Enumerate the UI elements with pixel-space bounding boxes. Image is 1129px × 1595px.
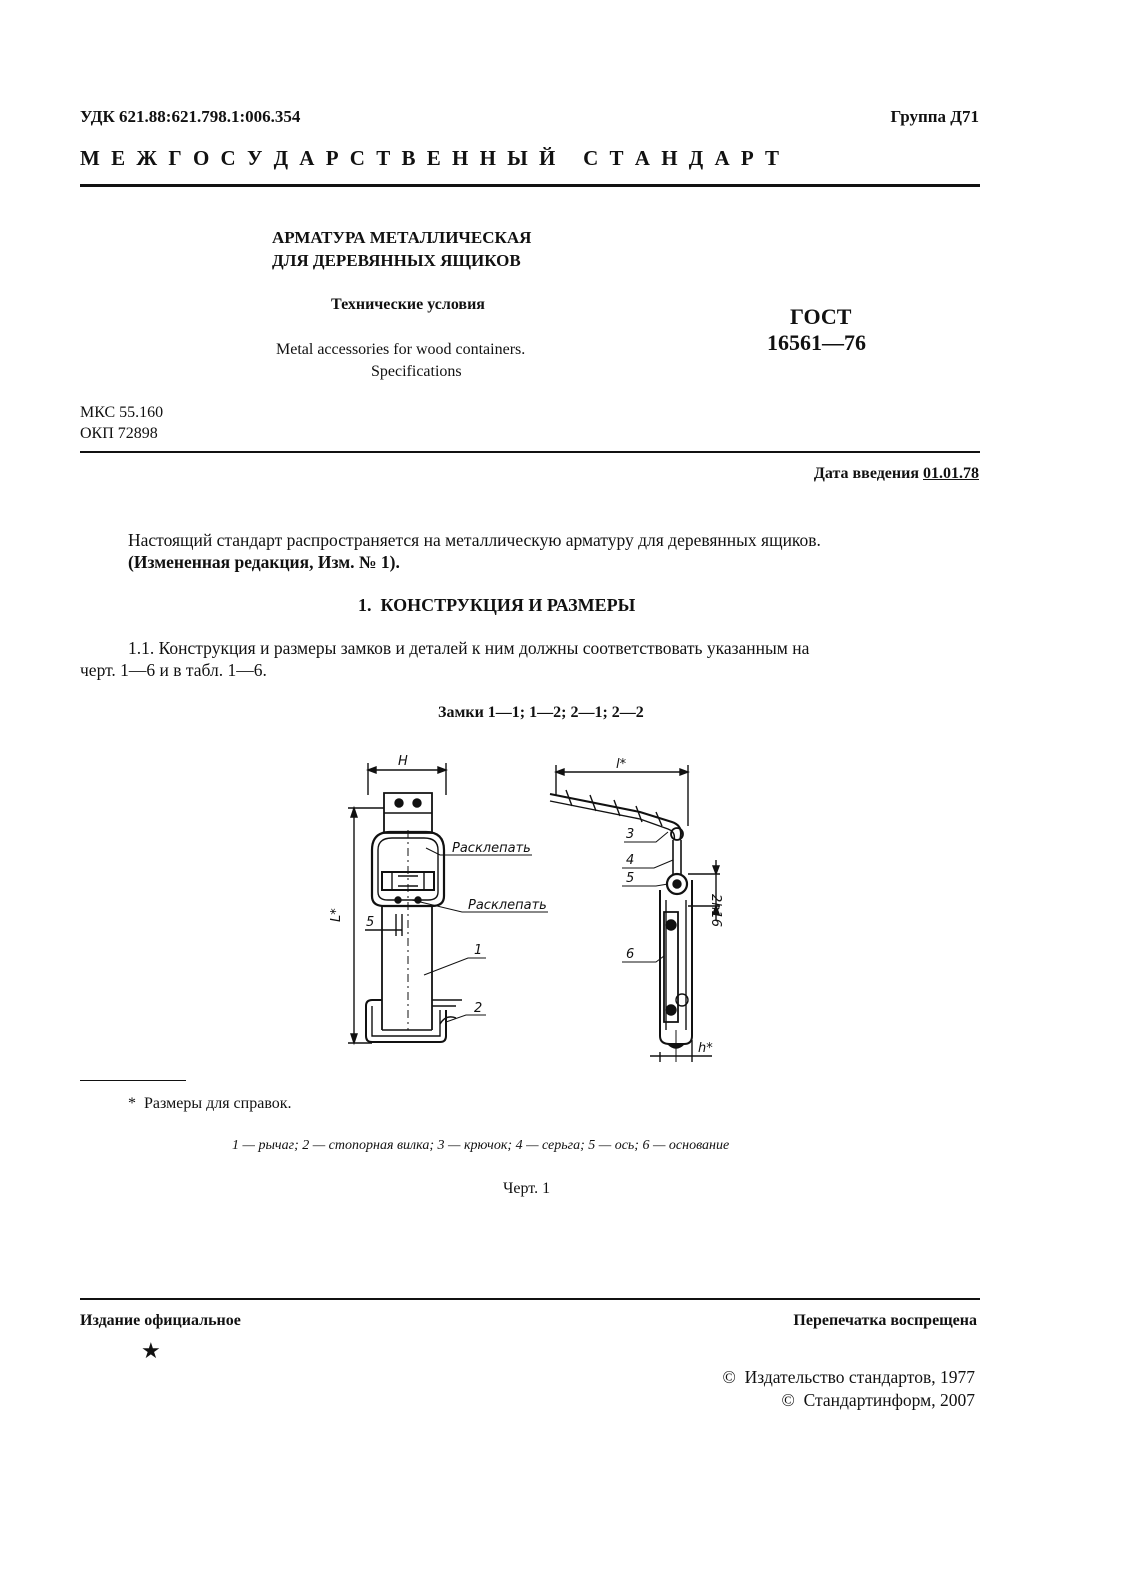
- title-line-2: ДЛЯ ДЕРЕВЯННЫХ ЯЩИКОВ: [272, 251, 521, 270]
- english-title-line-1: Metal accessories for wood containers.: [276, 341, 526, 358]
- okp-code: ОКП 72898: [80, 425, 158, 442]
- label-part-3: 3: [626, 827, 635, 842]
- group-code: Группа Д71: [890, 107, 979, 126]
- copyright-1977: © Издательство стандартов, 1977: [722, 1367, 975, 1387]
- label-rivet-1: Расклепать: [452, 841, 531, 856]
- intro-date: [814, 465, 979, 483]
- udk-code: УДК 621.88:621.798.1:006.354: [80, 107, 301, 126]
- drawing-name: Черт. 1: [503, 1180, 551, 1197]
- footnote: * Размеры для справок.: [128, 1095, 292, 1112]
- subtitle: Технические условия: [331, 296, 485, 313]
- lock-front-view: [329, 754, 548, 1043]
- label-fit: 2h16: [708, 894, 723, 928]
- clause-1-1-line-2: черт. 1—6 и в табл. 1—6.: [80, 660, 267, 680]
- footnote-rule: [80, 1080, 186, 1081]
- mks-code: МКС 55.160: [80, 404, 164, 421]
- figure-title: Замки 1—1; 1—2; 2—1; 2—2: [438, 704, 644, 721]
- section-1-heading: 1. КОНСТРУКЦИЯ И РАЗМЕРЫ: [358, 595, 636, 615]
- label-h: h*: [698, 1041, 713, 1056]
- edition-label: Издание официальное: [80, 1312, 241, 1329]
- label-H: H: [398, 754, 408, 769]
- label-part-4: 4: [626, 853, 635, 868]
- revision-note: (Измененная редакция, Изм. № 1).: [128, 552, 400, 572]
- scope-paragraph: Настоящий стандарт распространяется на металлическую арматуру для деревянных ящиков.: [128, 530, 821, 550]
- standard-type-heading: М Е Ж Г О С У Д А Р С Т В Е Н Н Ы Й С Т А Н Д А Р Т: [80, 146, 782, 170]
- label-part-6: 6: [626, 947, 635, 962]
- label-5-left: 5: [366, 915, 375, 930]
- lock-drawing: [320, 745, 740, 1065]
- label-part-2: 2: [474, 1001, 483, 1016]
- clause-1-1-line-1: 1.1. Конструкция и размеры замков и деталей к ним должны соответствовать указанным на: [128, 638, 810, 658]
- gost-number: 16561—76: [767, 330, 866, 355]
- title-rule: [80, 451, 980, 453]
- figure-legend: 1 — рычаг; 2 — стопорная вилка; 3 — крючок; 4 — серьга; 5 — ось; 6 — основание: [232, 1138, 730, 1153]
- intro-date-value: 01.01.78: [923, 465, 979, 482]
- intro-date-label: Дата введения: [813, 465, 919, 482]
- footer-rule: [80, 1298, 980, 1300]
- star-icon: ★: [141, 1338, 161, 1363]
- english-title-line-2: Specifications: [371, 363, 462, 380]
- label-part-1: 1: [474, 943, 483, 958]
- label-L: L*: [329, 908, 344, 922]
- reprint-notice: Перепечатка воспрещена: [793, 1312, 977, 1329]
- gost-label: ГОСТ: [790, 304, 852, 329]
- title-line-1: АРМАТУРА МЕТАЛЛИЧЕСКАЯ: [272, 228, 532, 247]
- label-l: l*: [616, 757, 627, 772]
- copyright-2007: © Стандартинформ, 2007: [781, 1390, 975, 1410]
- header-rule: [80, 184, 980, 187]
- lock-side-view: [550, 757, 723, 1062]
- label-part-5: 5: [626, 871, 635, 886]
- label-rivet-2: Расклепать: [468, 898, 547, 913]
